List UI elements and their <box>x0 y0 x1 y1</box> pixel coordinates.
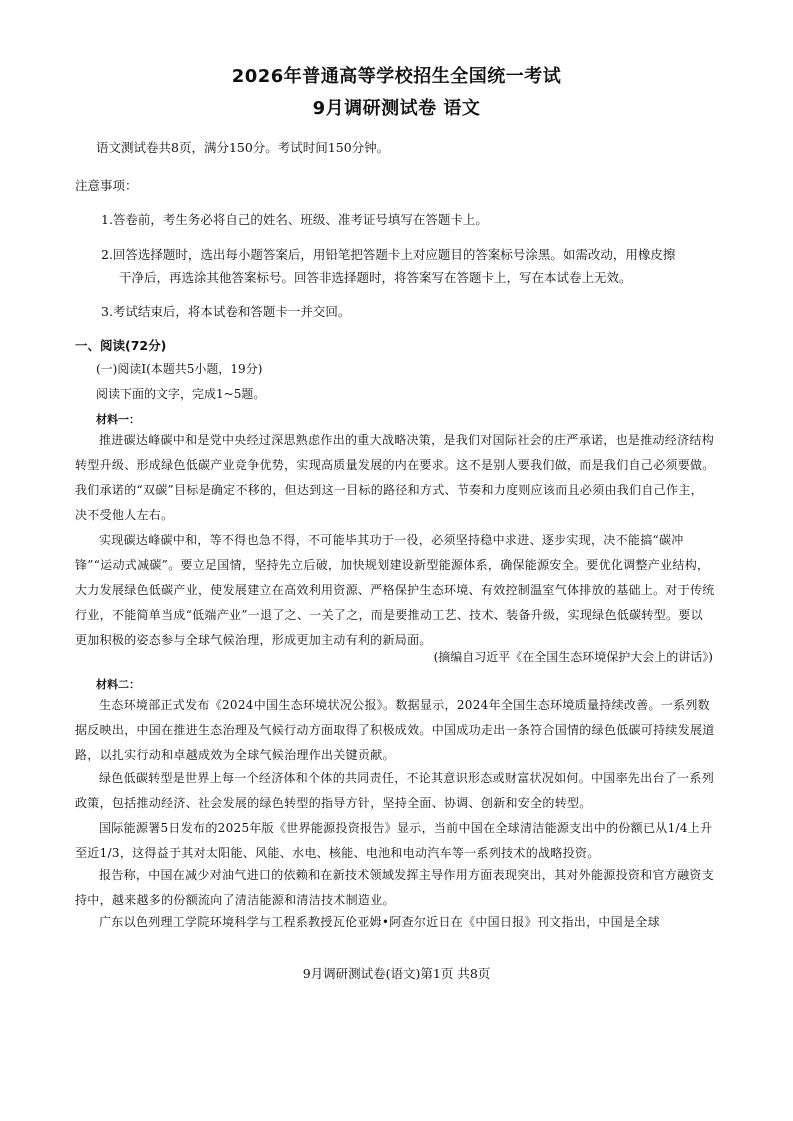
material-1-source: (摘编自习近平《在全国生态环境保护大会上的讲话》) <box>433 650 713 664</box>
exam-title: 2026年普通高等学校招生全国统一考试 <box>231 66 562 87</box>
notice-item-2-cont: 干净后，再选涂其他答案标号。回答非选择题时，将答案写在答题卡上，写在本试卷上无效。 <box>119 270 632 285</box>
material-2-paragraph: 报告称，中国在减少对油气进口的依赖和在新技术领域发挥主导作用方面表现突出，其对外能源投资和官方融资支持中，越来越多的份额流向了清洁能源和清洁技术制造业。 <box>75 868 715 907</box>
notice-item-3: 3.考试结束后，将本试卷和答题卡一并交回。 <box>101 304 351 319</box>
material-1-paragraph: 推进碳达峰碳中和是党中央经过深思熟虑作出的重大战略决策，是我们对国际社会的庄严承诺，也是推动经济结构转型升级、形成绿色低碳产业竞争优势，实现高质量发展的内在要求。这不是别人要我们做，而是我们自己必须要做。我们承诺的“双碳”目标是确定不移的，但达到这一目标的路径和方式、节奏和力度则应该而且必须由我们自己作主，决不受他人左右。 <box>75 433 715 522</box>
exam-intro: 语文测试卷共8页，满分150分。考试时间150分钟。 <box>96 140 390 155</box>
sub-section-heading: (一)阅读Ⅰ(本题共5小题，19分) <box>96 362 263 376</box>
section-heading: 一、阅读(72分) <box>75 338 167 353</box>
material-2-paragraph: 生态环境部正式发布《2024中国生态环境状况公报》。数据显示，2024年全国生态环境质量持续改善。一系列数据反映出，中国在推进生态治理及气候行动方面取得了积极成效。中国成功走出一条符合国情的绿色低碳可持续发展道路，以扎实行动和卓越成效为全球气候治理作出关键贡献。 <box>75 698 715 762</box>
notice-item-2: 2.回答选择题时，选出每小题答案后，用铅笔把答题卡上对应题目的答案标号涂黑。如需改动，用橡皮擦 <box>101 247 676 262</box>
material-1-paragraph: 实现碳达峰碳中和，等不得也急不得，不可能毕其功于一役，必须坚持稳中求进、逐步实现，决不能搞“碳冲锋”“运动式减碳”。要立足国情，坚持先立后破，加快规划建设新型能源体系，确保能源安全。要优化调整产业结构，大力发展绿色低碳产业，使发展建立在高效利用资源、严格保护生态环境、有效控制温室气体排放的基础上。对于传统行业，不能简单当成“低端产业”一退了之、一关了之，而是要推动工艺、技术、装备升级，实现绿色低碳转型。要以更加积极的姿态参与全球气候治理，形成更加主动有利的新局面。 <box>75 533 715 647</box>
exam-subtitle: 9月调研测试卷 语文 <box>312 98 481 119</box>
page-footer: 9月调研测试卷(语文)第1页 共8页 <box>302 966 491 981</box>
material-2-paragraph: 广东以色列理工学院环境科学与工程系教授瓦伦亚姆•阿查尔近日在《中国日报》刊文指出，中国是全球 <box>99 915 660 929</box>
material-2-label: 材料二： <box>96 678 140 691</box>
material-2-paragraph: 国际能源署5日发布的2025年版《世界能源投资报告》显示，当前中国在全球清洁能源支出中的份额已从1/4上升至近1/3，这得益于其对太阳能、风能、水电、核能、电池和电动汽车等一系列技术的战略投资。 <box>75 821 713 860</box>
reading-instruction: 阅读下面的文字，完成1~5题。 <box>96 387 266 401</box>
notice-heading: 注意事项： <box>75 178 138 193</box>
material-2-paragraph: 绿色低碳转型是世界上每一个经济体和个体的共同责任，不论其意识形态或财富状况如何。中国率先出台了一系列政策，包括推动经济、社会发展的绿色转型的指导方针，坚持全面、协调、创新和安全的转型。 <box>75 771 715 810</box>
notice-item-1: 1.答卷前，考生务必将自己的姓名、班级、准考证号填写在答题卡上。 <box>101 212 488 227</box>
material-1-label: 材料一： <box>96 413 140 426</box>
